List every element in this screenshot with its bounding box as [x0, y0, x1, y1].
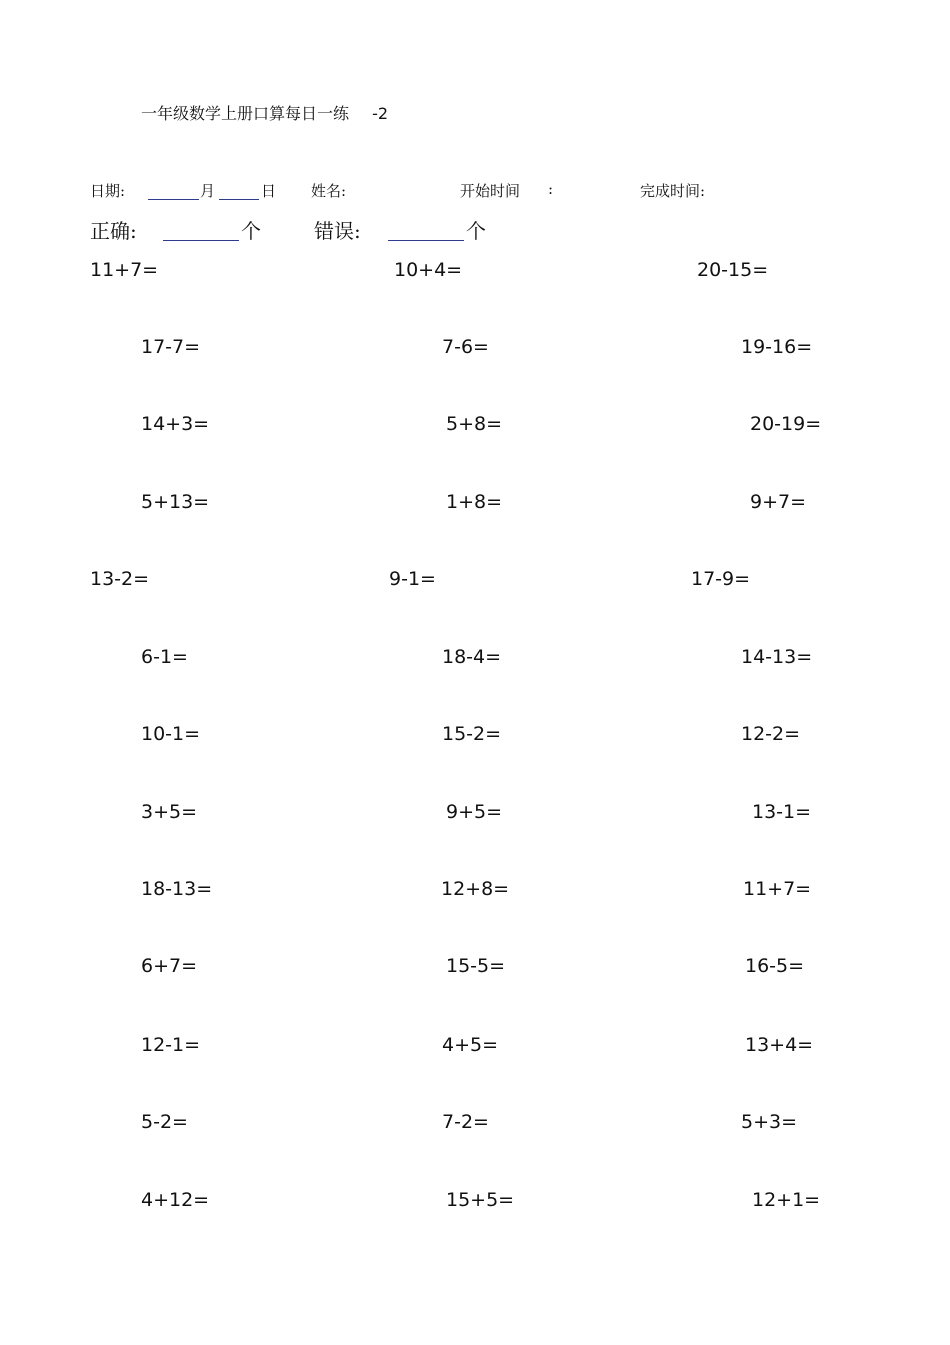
problem: 9+5=: [446, 801, 503, 823]
problem: 5-2=: [141, 1111, 188, 1133]
problem: 20-15=: [697, 259, 769, 281]
finish-time-label: 完成时间:: [640, 182, 706, 200]
problem: 14+3=: [141, 413, 210, 435]
problem: 14-13=: [741, 646, 813, 668]
problem: 1+8=: [446, 491, 503, 513]
problem: 3+5=: [141, 801, 198, 823]
problem: 15-5=: [446, 955, 506, 977]
worksheet-title: [141, 101, 388, 124]
problem: 12-2=: [741, 723, 801, 745]
problem: 6+7=: [141, 955, 198, 977]
problem: 17-7=: [141, 336, 201, 358]
start-time-colon: :: [548, 180, 554, 198]
problem: 19-16=: [741, 336, 813, 358]
name-label: 姓名:: [311, 182, 347, 200]
problem: 10+4=: [394, 259, 463, 281]
day-label: 日: [261, 182, 277, 200]
problem: 16-5=: [745, 955, 805, 977]
day-blank[interactable]: [219, 199, 259, 200]
correct-count-blank[interactable]: [163, 240, 239, 241]
problem: 13-2=: [90, 568, 150, 590]
correct-unit: 个: [241, 219, 261, 243]
problem: 11+7=: [90, 259, 159, 281]
wrong-unit: 个: [466, 219, 486, 243]
problem: 11+7=: [743, 878, 812, 900]
correct-label: 正确:: [90, 219, 137, 243]
wrong-label: 错误:: [314, 219, 361, 243]
problem: 15-2=: [442, 723, 502, 745]
problem: 12+1=: [752, 1189, 821, 1211]
problem: 17-9=: [691, 568, 751, 590]
problem: 10-1=: [141, 723, 201, 745]
problem: 6-1=: [141, 646, 188, 668]
problem: 9-1=: [389, 568, 436, 590]
problem: 9+7=: [750, 491, 807, 513]
problem: 12+8=: [441, 878, 510, 900]
date-label: 日期:: [90, 182, 126, 200]
problem: 18-4=: [442, 646, 502, 668]
month-blank[interactable]: [148, 199, 199, 200]
problem: 13+4=: [745, 1034, 814, 1056]
problem: 12-1=: [141, 1034, 201, 1056]
problem: 4+5=: [442, 1034, 499, 1056]
problem: 7-6=: [442, 336, 489, 358]
start-time-label: 开始时间: [460, 182, 521, 200]
month-label: 月: [200, 182, 216, 200]
problem: 5+13=: [141, 491, 210, 513]
problem: 5+3=: [741, 1111, 798, 1133]
problem: 13-1=: [752, 801, 812, 823]
problem: 15+5=: [446, 1189, 515, 1211]
title-suffix: -2: [372, 104, 389, 123]
problem: 4+12=: [141, 1189, 210, 1211]
title-text: 一年级数学上册口算每日一练: [141, 104, 350, 123]
wrong-count-blank[interactable]: [388, 240, 464, 241]
problem: 18-13=: [141, 878, 213, 900]
problem: 20-19=: [750, 413, 822, 435]
problem: 7-2=: [442, 1111, 489, 1133]
problem: 5+8=: [446, 413, 503, 435]
